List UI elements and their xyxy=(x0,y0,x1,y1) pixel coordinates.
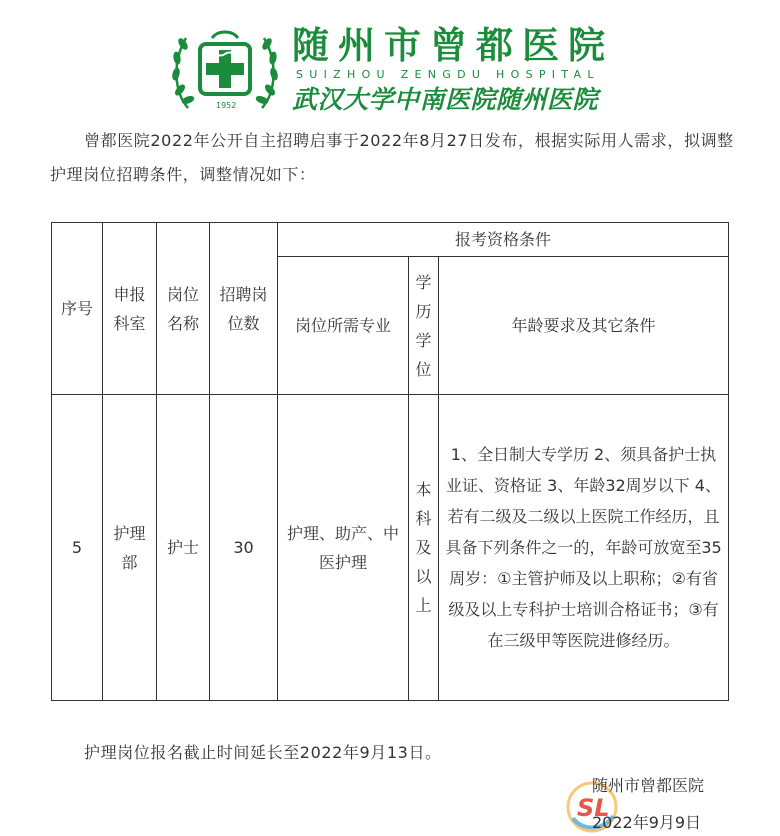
cell-education: 本科及以上 xyxy=(409,395,439,701)
header-seq: 序号 xyxy=(52,223,103,395)
cell-conditions: 1、全日制大专学历 2、须具备护士执业证、资格证 3、年龄32周岁以下 4、若有二级及二级以上医院工作经历，且具备下列条件之一的，年龄可放宽至35周岁：①主管护师及以上职称；②有省级及以上专科护士培训合格证书；③有在三级甲等医院进修经历。 xyxy=(439,395,729,701)
hospital-name-cn: 随州市曾都医院 xyxy=(292,23,614,67)
watermark-text: SL xyxy=(577,794,610,822)
header-age-conditions: 年龄要求及其它条件 xyxy=(439,257,729,395)
intro-paragraph: 曾都医院2022年公开自主招聘启事于2022年8月27日发布，根据实际用人需求，拟调整护理岗位招聘条件，调整情况如下： xyxy=(50,131,734,184)
hospital-logo xyxy=(170,22,280,117)
header-major: 岗位所需专业 xyxy=(278,257,409,395)
header-dept: 申报科室 xyxy=(103,223,157,395)
deadline-notice: 护理岗位报名截止时间延长至2022年9月13日。 xyxy=(84,743,442,762)
hospital-name-en: SUIZHOU ZENGDU HOSPITAL xyxy=(296,68,600,81)
cell-seq: 5 xyxy=(52,395,103,701)
table-header-row xyxy=(52,223,729,257)
header-count: 招聘岗位数 xyxy=(210,223,278,395)
logo-year: 1952 xyxy=(216,101,237,110)
header-qualifications: 报考资格条件 xyxy=(278,223,729,257)
table-row xyxy=(52,395,729,701)
affiliation-text: 武汉大学中南医院随州医院 xyxy=(292,85,599,114)
hospital-header xyxy=(170,22,620,117)
signature-date: 2022年9月9日 xyxy=(592,813,702,832)
header-post: 岗位名称 xyxy=(157,223,210,395)
cell-major: 护理、助产、中医护理 xyxy=(278,395,409,701)
signature-org: 随州市曾都医院 xyxy=(592,776,705,795)
cell-dept: 护理部 xyxy=(103,395,157,701)
requirements-table xyxy=(51,222,729,701)
cell-count: 30 xyxy=(210,395,278,701)
cell-post: 护士 xyxy=(157,395,210,701)
header-education: 学历学位 xyxy=(409,257,439,395)
